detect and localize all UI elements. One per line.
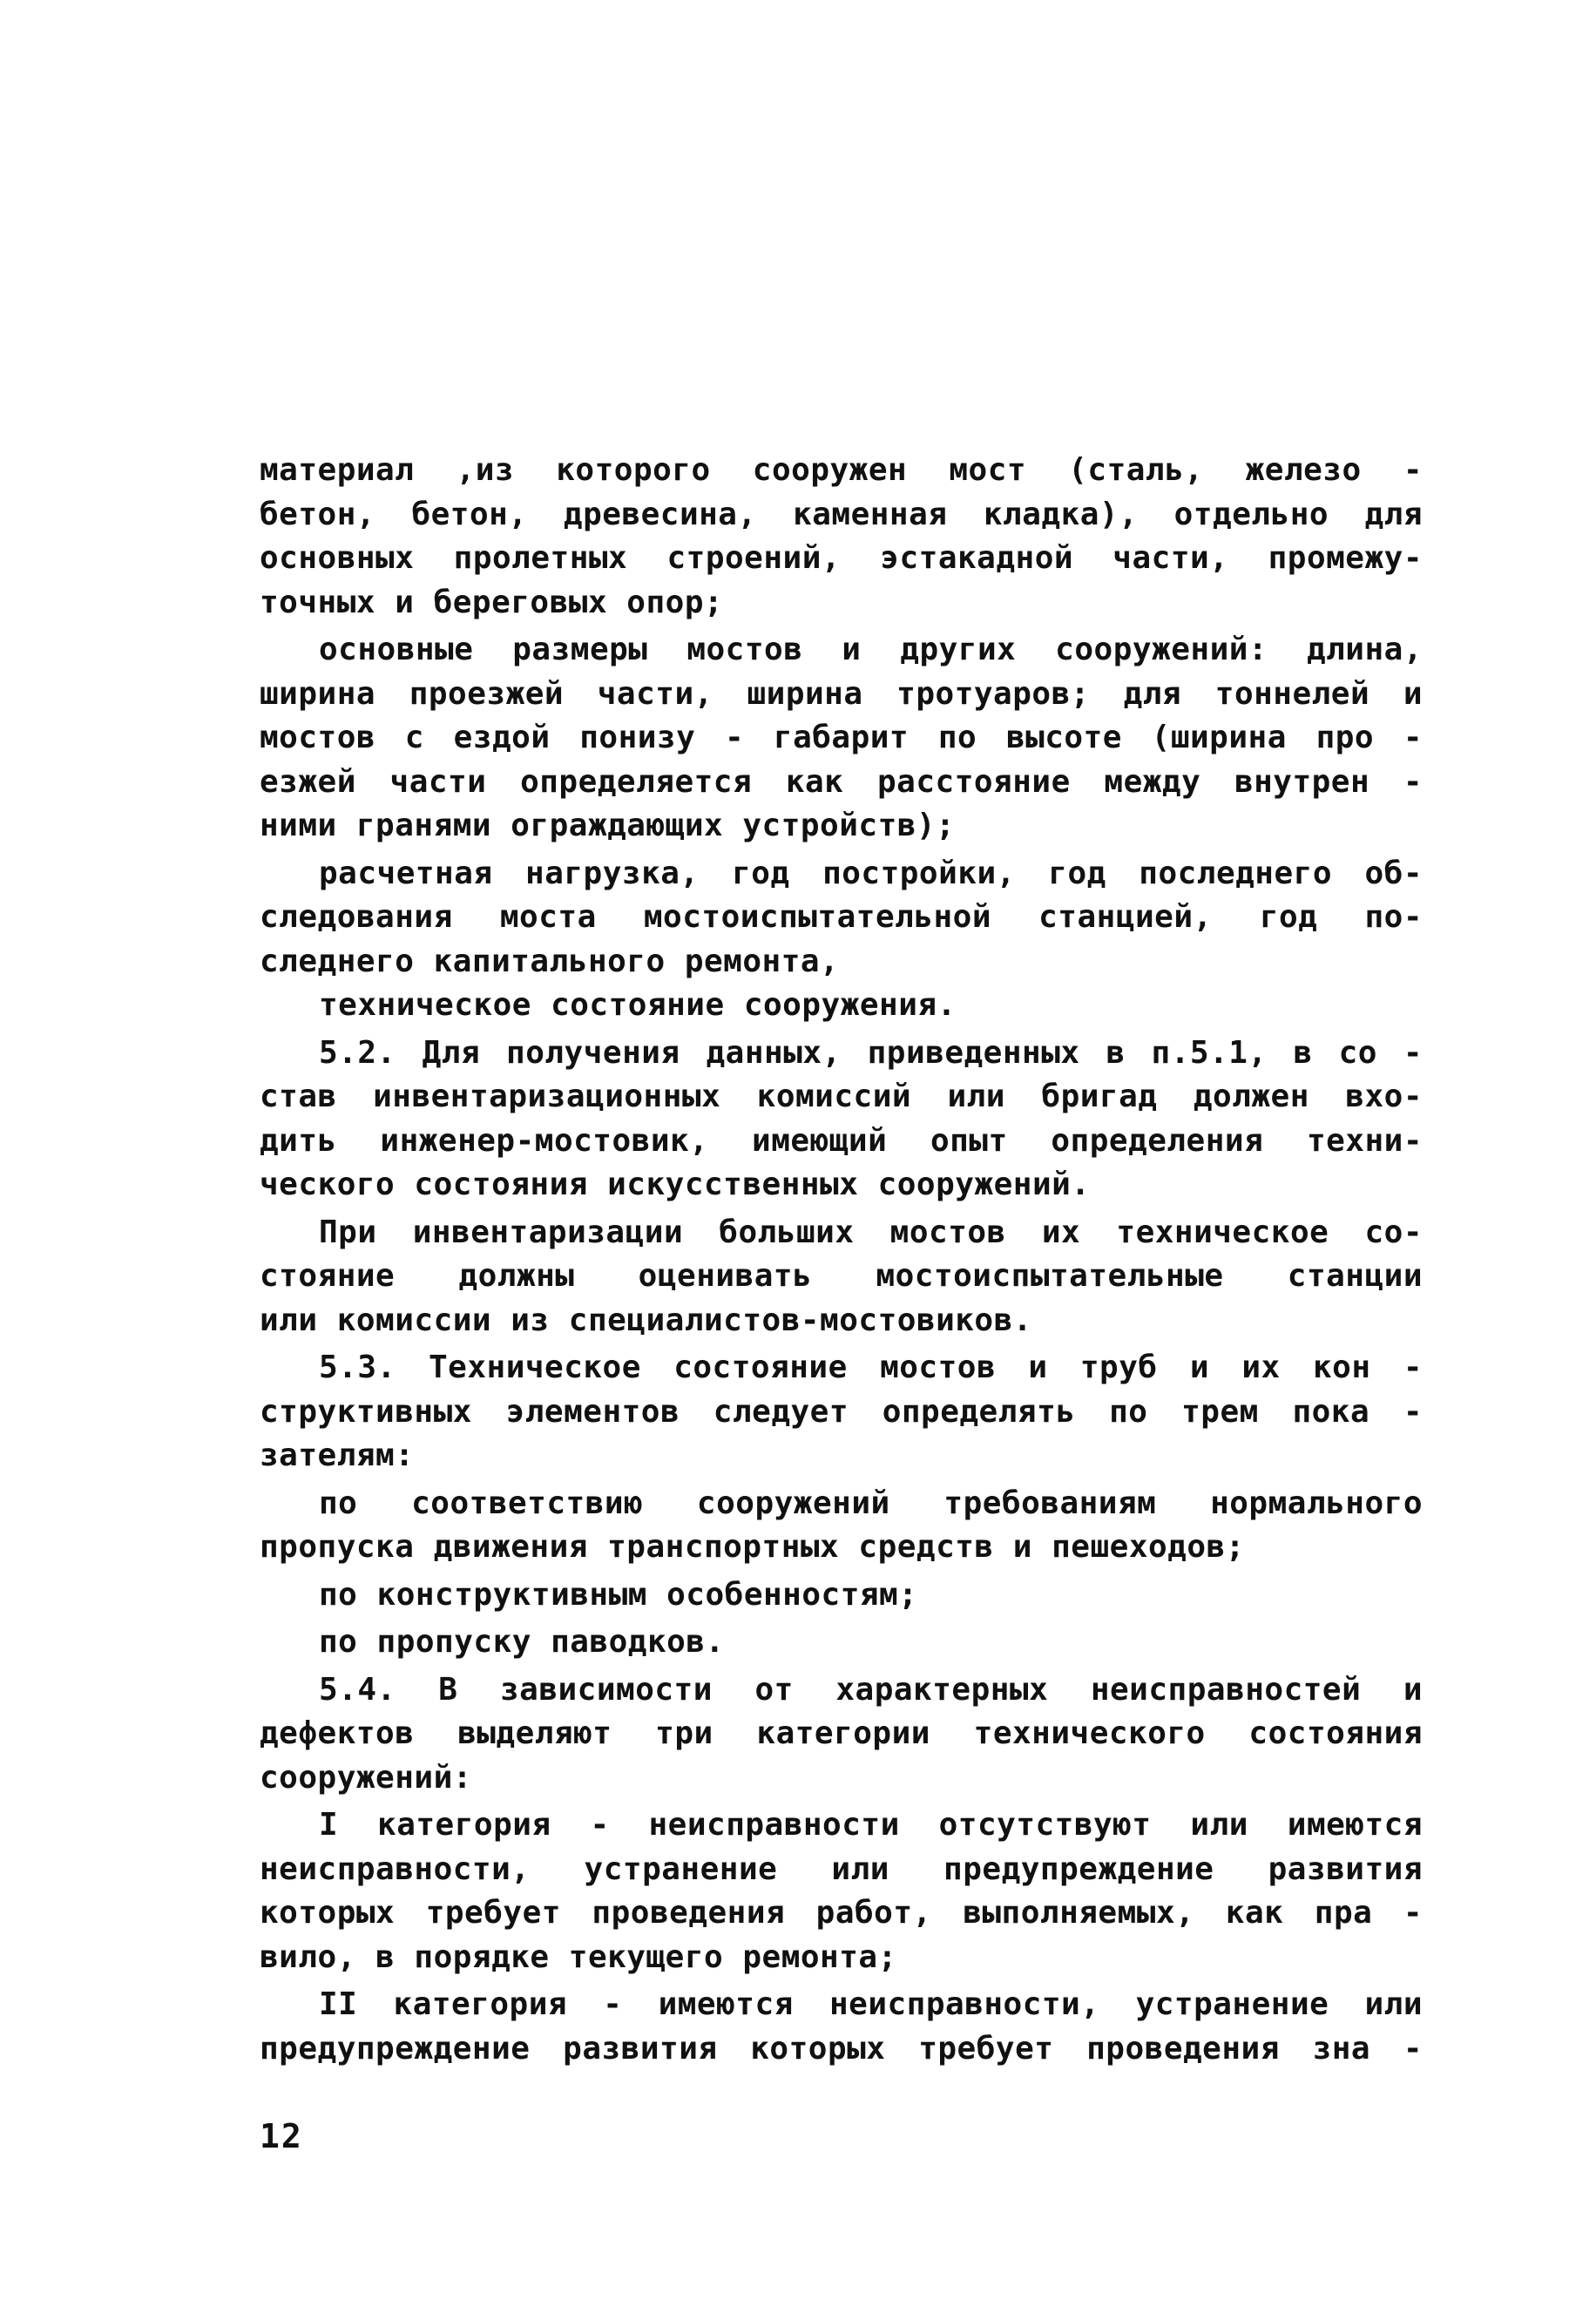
text-line: неисправности, устранение или предупреждение развития [260, 1850, 1423, 1887]
section-5-3: 5.3. Техническое состояние мостов и труб и их кон - [319, 1350, 1423, 1385]
text-line: мостов с ездой понизу - габарит по высоте (ширина про - [260, 720, 1423, 755]
text-line: ческого состояния искусственных сооружений. [260, 1167, 1091, 1202]
text-line: вило, в порядке текущего ремонта; [260, 1938, 897, 1975]
text-line: стояние должны оценивать мостоиспытательные станции [260, 1258, 1423, 1294]
text-line: которых требует проведения работ, выполняемых, как пра - [260, 1895, 1423, 1931]
text-line: следнего капитального ремонта, [260, 943, 840, 979]
text-line: дефектов выделяют три категории технического состояния [260, 1715, 1423, 1751]
text-line: ними гранями ограждающих устройств); [260, 808, 956, 843]
text-line: основные размеры мостов и других сооружений: длина, [319, 632, 1423, 667]
text-line: став инвентаризационных комиссий или бригад должен вхо- [260, 1079, 1423, 1114]
text-line: материал ,из которого сооружен мост (сталь, железо - [260, 452, 1423, 488]
text-line: При инвентаризации больших мостов их техническое со- [319, 1214, 1423, 1250]
text-line: следования моста мостоиспытательной станцией, год по- [260, 899, 1423, 935]
text-line: структивных элементов следует определять по трем пока - [260, 1393, 1423, 1430]
text-line: или комиссии из специалистов-мостовиков. [260, 1302, 1032, 1338]
text-line: по пропуску паводков. [319, 1624, 725, 1660]
text-line: техническое состояние сооружения. [319, 987, 957, 1023]
text-line: расчетная нагрузка, год постройки, год последнего об- [319, 855, 1423, 891]
text-line: II категория - имеются неисправности, устранение или [319, 1986, 1423, 2022]
text-line: основных пролетных строений, эстакадной части, промежу- [260, 540, 1423, 576]
text-line: предупреждение развития которых требует проведения зна - [260, 2030, 1423, 2067]
text-line: ширина проезжей части, ширина тротуаров; для тоннелей и [260, 675, 1423, 712]
section-5-2: 5.2. Для получения данных, приведенных в п.5.1, в со - [319, 1034, 1423, 1071]
section-5-4: 5.4. В зависимости от характерных неисправностей и [319, 1671, 1423, 1708]
text-line: точных и береговых опор; [260, 584, 724, 620]
text-line: I категория - неисправности отсутствуют или имеются [319, 1807, 1423, 1843]
text-line: по соответствию сооружений требованиям нормального [319, 1485, 1423, 1521]
text-line: дить инженер-мостовик, имеющий опыт определения техни- [260, 1122, 1423, 1159]
text-line: зателям: [260, 1438, 415, 1473]
page-number: 12 [260, 2117, 303, 2155]
text-line: бетон, бетон, древесина, каменная кладка), отдельно для [260, 496, 1423, 532]
text-line: по конструктивным особенностям; [319, 1576, 918, 1613]
text-line: езжей части определяется как расстояние между внутрен - [260, 763, 1423, 800]
text-line: пропуска движения транспортных средств и пешеходов; [260, 1529, 1245, 1565]
body-text [260, 449, 1423, 2071]
text-line: сооружений: [260, 1759, 472, 1796]
